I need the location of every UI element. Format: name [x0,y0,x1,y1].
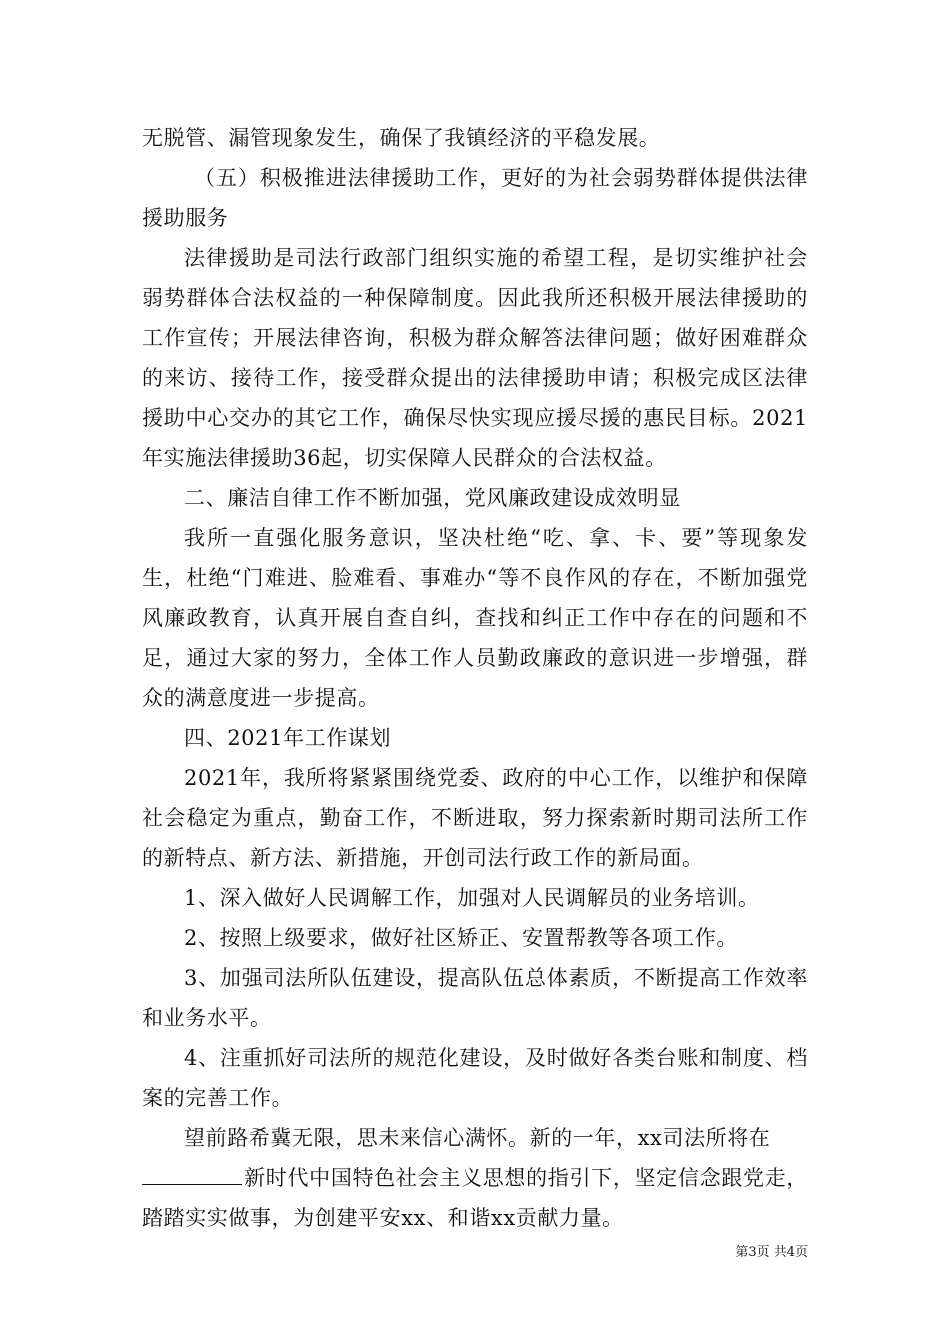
blank-underline [142,1162,242,1185]
section-heading-legal-aid: （五）积极推进法律援助工作，更好的为社会弱势群体提供法律援助服务 [142,166,808,230]
section-heading-integrity: 二、廉洁自律工作不断加强，党风廉政建设成效明显 [184,486,681,510]
page-number: 第3页 共4页 [735,1245,808,1260]
section-heading-plan: 四、2021年工作谋划 [184,726,392,750]
plan-item-1: 1、深入做好人民调解工作，加强对人民调解员的业务培训。 [184,886,760,910]
paragraph-continuation: 无脱管、漏管现象发生，确保了我镇经济的平稳发展。 [142,126,661,150]
document-body [142,118,808,1238]
plan-item-3: 3、加强司法所队伍建设，提高队伍总体素质，不断提高工作效率和业务水平。 [142,966,808,1030]
closing-line-1: 望前路希冀无限，思未来信心满怀。新的一年，xx司法所将在 [184,1126,771,1150]
closing-line-2: 新时代中国特色社会主义思想的指引下，坚定信念跟党走，踏踏实实做事，为创建平安xx、和谐xx贡献力量。 [142,1166,808,1230]
paragraph-legal-aid: 法律援助是司法行政部门组织实施的希望工程，是切实维护社会弱势群体合法权益的一种保障制度。因此我所还积极开展法律援助的工作宣传；开展法律咨询，积极为群众解答法律问题；做好困难群众的来访、接待工作，接受群众提出的法律援助申请；积极完成区法律援助中心交办的其它工作，确保尽快实现应援尽援的惠民目标。2021年实施法律援助36起，切实保障人民群众的合法权益。 [142,246,808,470]
paragraph-closing [142,1118,808,1238]
plan-item-4: 4、注重抓好司法所的规范化建设，及时做好各类台账和制度、档案的完善工作。 [142,1046,808,1110]
paragraph-integrity: 我所一直强化服务意识，坚决杜绝“吃、拿、卡、要”等现象发生，杜绝“门难进、脸难看、事难办“等不良作风的存在，不断加强党风廉政教育，认真开展自查自纠，查找和纠正工作中存在的问题和不足，通过大家的努力，全体工作人员勤政廉政的意识进一步增强，群众的满意度进一步提高。 [142,526,808,710]
paragraph-plan: 2021年，我所将紧紧围绕党委、政府的中心工作，以维护和保障社会稳定为重点，勤奋工作，不断进取，努力探索新时期司法所工作的新特点、新方法、新措施，开创司法行政工作的新局面。 [142,766,808,870]
plan-item-2: 2、按照上级要求，做好社区矫正、安置帮教等各项工作。 [184,926,738,950]
